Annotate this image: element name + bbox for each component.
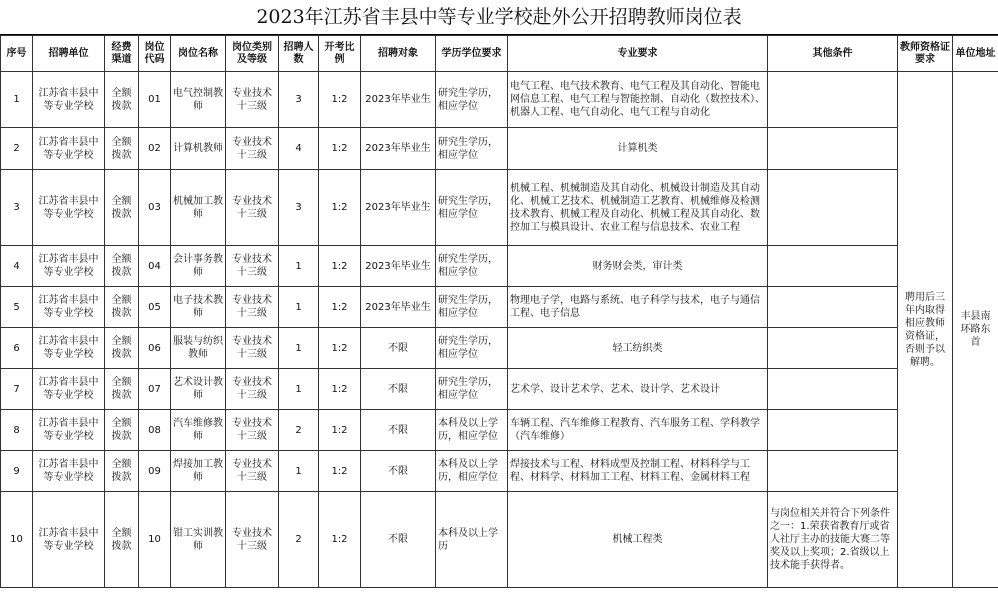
cell-target: 2023年毕业生 [361,287,436,328]
cell-code: 02 [139,128,171,170]
cell-other [768,246,898,287]
cell-count: 1 [279,369,319,410]
cell-education: 研究生学历，相应学位 [436,328,508,369]
cell-funding: 全额拨款 [105,72,139,128]
cell-code: 10 [139,492,171,588]
cell-other [768,410,898,451]
table-row [1,451,998,492]
cell-education: 研究生学历，相应学位 [436,72,508,128]
cell-category: 专业技术十三级 [226,328,279,369]
cell-name: 钳工实训教师 [171,492,226,588]
cell-ratio: 1:2 [319,246,361,287]
table-row [1,328,998,369]
cell-target: 不限 [361,369,436,410]
cell-name: 电气控制教师 [171,72,226,128]
cell-category: 专业技术十三级 [226,170,279,246]
header-major: 专业要求 [508,36,768,72]
table-row [1,369,998,410]
header-unit: 招聘单位 [33,36,105,72]
table-row [1,170,998,246]
cell-unit: 江苏省丰县中等专业学校 [33,246,105,287]
cell-seq: 8 [1,410,33,451]
header-funding: 经费渠道 [105,36,139,72]
cell-category: 专业技术十三级 [226,72,279,128]
cell-ratio: 1:2 [319,287,361,328]
cell-name: 焊接加工教师 [171,451,226,492]
cell-unit: 江苏省丰县中等专业学校 [33,410,105,451]
cell-unit: 江苏省丰县中等专业学校 [33,287,105,328]
cell-unit: 江苏省丰县中等专业学校 [33,492,105,588]
table-row [1,287,998,328]
cell-count: 4 [279,128,319,170]
cell-other [768,451,898,492]
header-address: 单位地址 [953,36,998,72]
cell-seq: 9 [1,451,33,492]
cell-education: 研究生学历，相应学位 [436,287,508,328]
header-other: 其他条件 [768,36,898,72]
cell-seq: 10 [1,492,33,588]
cell-address-merged: 丰县南环路东首 [953,72,998,588]
header-target: 招聘对象 [361,36,436,72]
table-row [1,492,998,588]
header-category: 岗位类别及等级 [226,36,279,72]
header-seq: 序号 [1,36,33,72]
cell-count: 1 [279,287,319,328]
table-row [1,410,998,451]
cell-target: 不限 [361,451,436,492]
cell-target: 2023年毕业生 [361,170,436,246]
cell-category: 专业技术十三级 [226,410,279,451]
cell-code: 04 [139,246,171,287]
cell-category: 专业技术十三级 [226,451,279,492]
cell-ratio: 1:2 [319,451,361,492]
cell-cert-merged: 聘用后三年内取得相应教师资格证，否则予以解聘。 [898,72,953,588]
cell-education: 研究生学历，相应学位 [436,246,508,287]
cell-ratio: 1:2 [319,128,361,170]
cell-count: 3 [279,170,319,246]
cell-seq: 1 [1,72,33,128]
cell-count: 3 [279,72,319,128]
table-row [1,128,998,170]
cell-unit: 江苏省丰县中等专业学校 [33,369,105,410]
cell-unit: 江苏省丰县中等专业学校 [33,451,105,492]
cell-category: 专业技术十三级 [226,287,279,328]
cell-major: 物理电子学，电路与系统、电子科学与技术，电子与通信工程、电子信息 [508,287,768,328]
cell-education: 本科及以上学历 [436,492,508,588]
header-cert: 教师资格证要求 [898,36,953,72]
cell-category: 专业技术十三级 [226,246,279,287]
cell-category: 专业技术十三级 [226,369,279,410]
cell-education: 本科及以上学历，相应学位 [436,410,508,451]
cell-seq: 4 [1,246,33,287]
cell-major: 艺术学、设计艺术学、艺术、设计学、艺术设计 [508,369,768,410]
cell-category: 专业技术十三级 [226,492,279,588]
cell-ratio: 1:2 [319,328,361,369]
cell-education: 研究生学历，相应学位 [436,369,508,410]
cell-funding: 全额拨款 [105,128,139,170]
cell-major: 财务财会类，审计类 [508,246,768,287]
cell-ratio: 1:2 [319,72,361,128]
cell-name: 电子技术教师 [171,287,226,328]
cell-code: 08 [139,410,171,451]
cell-target: 不限 [361,492,436,588]
header-count: 招聘人数 [279,36,319,72]
cell-count: 1 [279,328,319,369]
table-row [1,246,998,287]
cell-major: 轻工纺织类 [508,328,768,369]
recruitment-table [0,35,998,588]
cell-unit: 江苏省丰县中等专业学校 [33,72,105,128]
table-row [1,72,998,128]
cell-funding: 全额拨款 [105,246,139,287]
page-title: 2023年江苏省丰县中等专业学校赴外公开招聘教师岗位表 [0,0,998,35]
cell-code: 01 [139,72,171,128]
cell-other [768,128,898,170]
cell-count: 2 [279,492,319,588]
cell-name: 服装与纺织教师 [171,328,226,369]
cell-name: 计算机教师 [171,128,226,170]
cell-other [768,170,898,246]
cell-ratio: 1:2 [319,410,361,451]
cell-other [768,369,898,410]
cell-count: 1 [279,246,319,287]
cell-name: 会计事务教师 [171,246,226,287]
cell-target: 2023年毕业生 [361,246,436,287]
header-ratio: 开考比例 [319,36,361,72]
cell-other [768,287,898,328]
cell-name: 艺术设计教师 [171,369,226,410]
cell-education: 研究生学历，相应学位 [436,128,508,170]
cell-major: 焊接技术与工程、材料成型及控制工程、材料科学与工程、材料学、材料加工工程、材料工程、金属材料工程 [508,451,768,492]
cell-code: 09 [139,451,171,492]
header-code: 岗位代码 [139,36,171,72]
cell-funding: 全额拨款 [105,328,139,369]
header-education: 学历学位要求 [436,36,508,72]
cell-target: 2023年毕业生 [361,128,436,170]
cell-major: 机械工程类 [508,492,768,588]
cell-funding: 全额拨款 [105,492,139,588]
cell-funding: 全额拨款 [105,410,139,451]
cell-other [768,72,898,128]
cell-ratio: 1:2 [319,369,361,410]
cell-category: 专业技术十三级 [226,128,279,170]
cell-education: 研究生学历，相应学位 [436,170,508,246]
cell-funding: 全额拨款 [105,170,139,246]
cell-major: 车辆工程、汽车维修工程教育、汽车服务工程、学科教学（汽车维修） [508,410,768,451]
cell-seq: 2 [1,128,33,170]
cell-seq: 6 [1,328,33,369]
cell-unit: 江苏省丰县中等专业学校 [33,170,105,246]
cell-unit: 江苏省丰县中等专业学校 [33,328,105,369]
table-body [1,72,998,588]
cell-other [768,328,898,369]
table-header-row [1,36,998,72]
cell-major: 电气工程、电气技术教育、电气工程及其自动化、智能电网信息工程、电气工程与智能控制、自动化（数控技术）、机器人工程、电气自动化、电气工程与自动化 [508,72,768,128]
cell-target: 不限 [361,328,436,369]
cell-code: 06 [139,328,171,369]
header-name: 岗位名称 [171,36,226,72]
cell-name: 汽车维修教师 [171,410,226,451]
cell-unit: 江苏省丰县中等专业学校 [33,128,105,170]
cell-funding: 全额拨款 [105,451,139,492]
cell-funding: 全额拨款 [105,369,139,410]
cell-seq: 5 [1,287,33,328]
cell-target: 不限 [361,410,436,451]
cell-ratio: 1:2 [319,492,361,588]
cell-education: 本科及以上学历，相应学位 [436,451,508,492]
cell-funding: 全额拨款 [105,287,139,328]
cell-major: 机械工程、机械制造及其自动化、机械设计制造及其自动化、机械工艺技术、机械制造工艺教育、机械维修及检测技术教育、机械工程及自动化、机械工程及其自动化、数控加工与模具设计、农业工程与信息技术、农业工程 [508,170,768,246]
cell-code: 07 [139,369,171,410]
cell-other: 与岗位相关并符合下列条件之一：1.荣获省教育厅或省人社厅主办的技能大赛二等奖及以上奖项；2.省级以上技术能手获得者。 [768,492,898,588]
cell-code: 05 [139,287,171,328]
cell-count: 1 [279,451,319,492]
cell-count: 2 [279,410,319,451]
cell-ratio: 1:2 [319,170,361,246]
cell-code: 03 [139,170,171,246]
cell-target: 2023年毕业生 [361,72,436,128]
cell-major: 计算机类 [508,128,768,170]
cell-name: 机械加工教师 [171,170,226,246]
cell-seq: 3 [1,170,33,246]
cell-seq: 7 [1,369,33,410]
